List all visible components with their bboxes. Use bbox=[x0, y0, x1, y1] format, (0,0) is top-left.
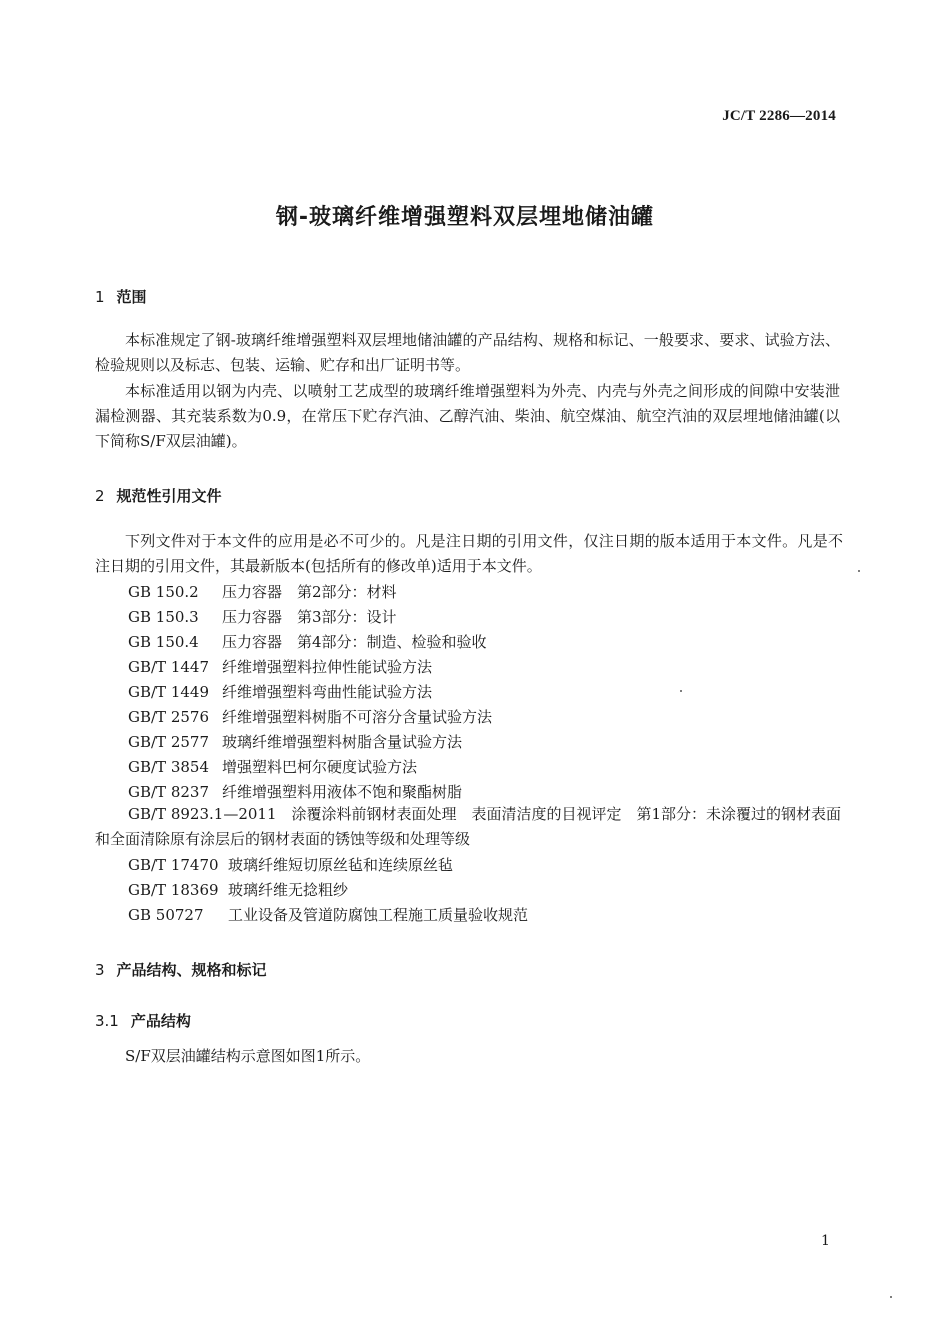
reference-code: GB 150.3 bbox=[128, 608, 199, 626]
reference-code: GB/T 1447 bbox=[128, 658, 210, 676]
page-number: 1 bbox=[821, 1233, 830, 1249]
reference-code: GB/T 18369 bbox=[128, 881, 219, 899]
section-1-number: 1 bbox=[95, 288, 105, 306]
reference-code: GB/T 17470 bbox=[128, 856, 219, 874]
scan-speck bbox=[858, 570, 860, 572]
section-3-1-text: S/F双层油罐结构示意图如图1所示。 bbox=[125, 1047, 371, 1065]
reference-code: GB/T 2576 bbox=[128, 708, 210, 726]
section-3-title: 产品结构、规格和标记 bbox=[116, 961, 267, 979]
list-item bbox=[128, 605, 843, 630]
reference-code: GB 150.4 bbox=[128, 633, 199, 651]
reference-title: 增强塑料巴柯尔硬度试验方法 bbox=[222, 758, 418, 776]
section-2-heading bbox=[95, 485, 222, 506]
list-item bbox=[128, 580, 843, 605]
reference-code: GB/T 2577 bbox=[128, 733, 210, 751]
long-reference: GB/T 8923.1—2011 涂覆涂料前钢材表面处理 表面清洁度的目视评定 第1部分：未涂覆过的钢材表面和全面清除原有涂层后的钢材表面的锈蚀等级和处理等级 bbox=[95, 805, 842, 848]
section-2-intro: 下列文件对于本文件的应用是必不可少的。凡是注日期的引用文件，仅注日期的版本适用于本文件。凡是不注日期的引用文件，其最新版本(包括所有的修改单)适用于本文件。 bbox=[95, 532, 843, 575]
reference-title: 纤维增强塑料用液体不饱和聚酯树脂 bbox=[222, 783, 463, 801]
reference-title: 纤维增强塑料弯曲性能试验方法 bbox=[222, 683, 433, 701]
list-item bbox=[128, 630, 843, 655]
list-item bbox=[128, 680, 843, 705]
list-item bbox=[128, 755, 843, 780]
section-2-number: 2 bbox=[95, 487, 105, 505]
reference-title: 压力容器 第2部分：材料 bbox=[222, 583, 397, 601]
reference-title: 玻璃纤维增强塑料树脂含量试验方法 bbox=[222, 733, 463, 751]
list-item bbox=[128, 853, 528, 878]
reference-title: 压力容器 第3部分：设计 bbox=[222, 608, 397, 626]
reference-title: 纤维增强塑料树脂不可溶分含量试验方法 bbox=[222, 708, 493, 726]
section-3-1-heading bbox=[95, 1010, 191, 1031]
reference-title: 工业设备及管道防腐蚀工程施工质量验收规范 bbox=[228, 906, 529, 924]
reference-title: 玻璃纤维无捻粗纱 bbox=[228, 881, 349, 899]
section-1-paragraph-2: 本标准适用以钢为内壳、以喷射工艺成型的玻璃纤维增强塑料为外壳、内壳与外壳之间形成的间隙中安装泄漏检测器、其充装系数为0.9，在常压下贮存汽油、乙醇汽油、柴油、航空煤油、航空汽油的双层埋地储油罐(以下简称S/F双层油罐)。 bbox=[95, 382, 840, 450]
reference-title: 压力容器 第4部分：制造、检验和验收 bbox=[222, 633, 487, 651]
reference-title: 纤维增强塑料拉伸性能试验方法 bbox=[222, 658, 433, 676]
reference-code: GB 150.2 bbox=[128, 583, 199, 601]
reference-code: GB/T 1449 bbox=[128, 683, 210, 701]
reference-title: 玻璃纤维短切原丝毡和连续原丝毡 bbox=[228, 856, 454, 874]
standard-code: JC/T 2286—2014 bbox=[722, 108, 836, 124]
list-item bbox=[128, 903, 528, 928]
reference-code: GB/T 8237 bbox=[128, 783, 210, 801]
reference-list bbox=[128, 580, 843, 805]
section-3-number: 3 bbox=[95, 961, 105, 979]
section-3-heading bbox=[95, 959, 267, 980]
list-item bbox=[128, 730, 843, 755]
scan-speck bbox=[680, 690, 682, 692]
document-title: 钢-玻璃纤维增强塑料双层埋地储油罐 bbox=[275, 205, 655, 230]
reference-list-continued bbox=[128, 853, 528, 928]
list-item bbox=[128, 878, 528, 903]
reference-code: GB 50727 bbox=[128, 906, 204, 924]
list-item bbox=[128, 705, 843, 730]
section-1-heading bbox=[95, 286, 147, 307]
section-1-paragraph-1: 本标准规定了钢-玻璃纤维增强塑料双层埋地储油罐的产品结构、规格和标记、一般要求、要求、试验方法、检验规则以及标志、包装、运输、贮存和出厂证明书等。 bbox=[95, 331, 840, 374]
section-3-1-title: 产品结构 bbox=[130, 1012, 191, 1030]
reference-code: GB/T 3854 bbox=[128, 758, 210, 776]
section-2-title: 规范性引用文件 bbox=[116, 487, 222, 505]
list-item bbox=[128, 655, 843, 680]
scan-speck bbox=[890, 1296, 892, 1298]
section-3-1-number: 3.1 bbox=[95, 1012, 119, 1030]
section-1-title: 范围 bbox=[116, 288, 147, 306]
